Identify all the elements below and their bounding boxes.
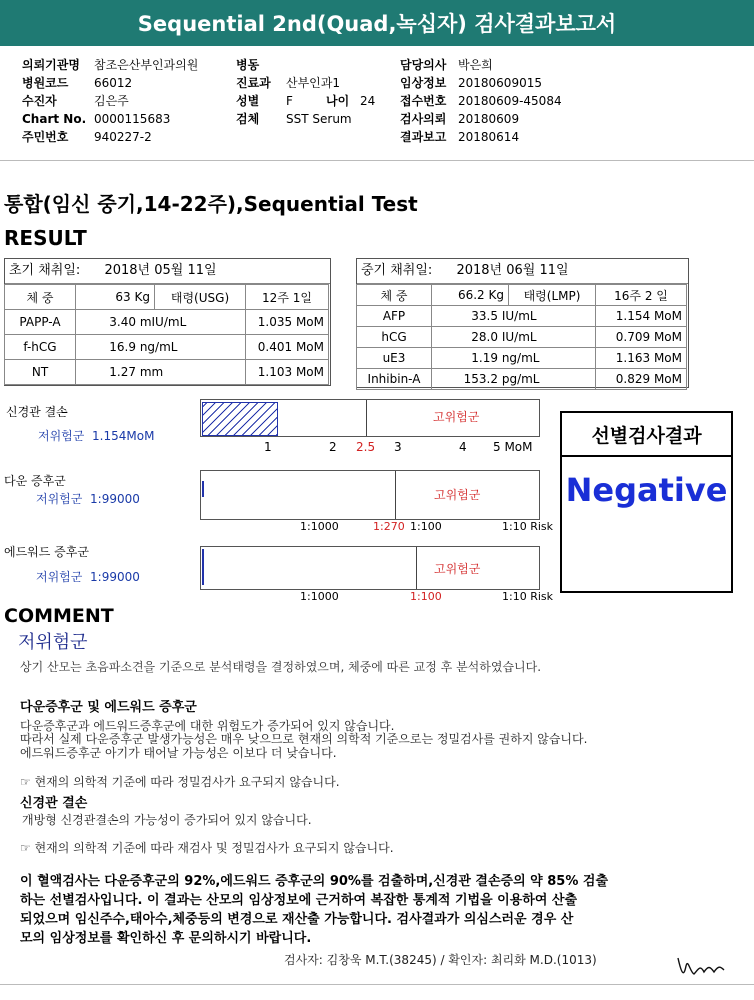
mid-table	[356, 284, 687, 390]
early-date: 2018년 05월 11일	[104, 263, 217, 278]
info-value: 20180614	[458, 130, 520, 144]
marker-mom: 1.103 MoM	[246, 360, 329, 385]
marker-name: f-hCG	[5, 335, 76, 360]
info-label: 접수번호	[400, 94, 447, 108]
comment-line: 상기 산모는 초음파소견을 기준으로 분석태령을 결정하였으며, 체중에 따른 교정 후 분석하였습니다.	[20, 660, 542, 674]
table-row	[357, 348, 687, 369]
info-value: 20180609-45084	[458, 94, 562, 108]
marker-value: 28.0	[471, 330, 498, 344]
comment-section-title: 신경관 결손	[20, 796, 88, 811]
down-tick: 1:1000	[300, 520, 339, 533]
info-label: 결과보고	[400, 130, 447, 144]
pointing-hand-icon: ☞	[20, 775, 31, 789]
table-row	[357, 306, 687, 327]
info-col-2	[236, 54, 406, 126]
table-row	[357, 327, 687, 348]
info-label: 검사의뢰	[400, 112, 447, 126]
edwards-title: 에드워드 증후군	[4, 545, 89, 559]
report-header	[0, 0, 754, 46]
down-title: 다운 증후군	[4, 474, 66, 488]
down-value-marker	[202, 481, 204, 497]
info-value: 940227-2	[94, 130, 152, 144]
down-risk-value: 1:99000	[90, 492, 140, 506]
marker-mom: 1.163 MoM	[596, 348, 687, 369]
edwards-tick-cutoff: 1:100	[410, 590, 442, 603]
screening-result-box	[560, 411, 733, 593]
info-label: 병원코드	[22, 76, 69, 90]
comment-disclaimer	[20, 872, 750, 948]
info-value: 20180609015	[458, 76, 542, 90]
table-row	[357, 369, 687, 390]
ntd-high-risk-label: 고위험군	[433, 410, 480, 424]
edwards-value-marker	[202, 549, 204, 585]
result-heading: RESULT	[4, 226, 87, 250]
weight-value: 66.2 Kg	[432, 285, 509, 306]
table-row	[5, 310, 329, 335]
down-risk	[36, 490, 140, 507]
mid-date: 2018년 06월 11일	[456, 263, 569, 278]
comment-note-text: 현재의 의학적 기준에 따라 재검사 및 정밀검사가 요구되지 않습니다.	[34, 841, 394, 855]
down-high-risk-label: 고위험군	[434, 488, 481, 502]
comment-risk: 저위험군	[18, 632, 88, 653]
edwards-risk-label: 저위험군	[36, 570, 83, 584]
marker-name: hCG	[357, 327, 432, 348]
weight-label: 체 중	[5, 285, 76, 310]
marker-name: PAPP-A	[5, 310, 76, 335]
mid-sample-box	[356, 258, 689, 388]
marker-unit: ng/mL	[501, 351, 540, 365]
disclaimer-line: 이 혈액검사는 다운증후군의 92%,에드워드 증후군의 90%를 검출하며,신경관 결손증의 약 85% 검출	[20, 874, 609, 889]
weight-label: 체 중	[357, 285, 432, 306]
ntd-title: 신경관 결손	[6, 405, 68, 419]
marker-mom: 0.829 MoM	[596, 369, 687, 390]
age-value: 24	[360, 94, 376, 108]
info-value: 0000115683	[94, 112, 171, 126]
ntd-risk-label: 저위험군	[38, 429, 85, 443]
marker-mom: 0.709 MoM	[596, 327, 687, 348]
ntd-bar	[200, 399, 540, 437]
marker-value: 1.27	[109, 365, 136, 379]
report-title: Sequential 2nd(Quad,녹십자) 검사결과보고서	[137, 12, 617, 36]
info-label: 성별	[236, 94, 260, 108]
info-value: 박은희	[458, 58, 493, 72]
ntd-risk-value: 1.154MoM	[92, 429, 155, 443]
comment-line: 따라서 실제 다운증후군 발생가능성은 매우 낮으므로 현재의 의학적 기준으로는 정밀검사를 권하지 않습니다.	[20, 732, 588, 746]
comment-line: 다운증후군과 에드워드증후군에 대한 위험도가 증가되어 있지 않습니다.	[20, 719, 395, 733]
down-cutoff-line	[395, 471, 396, 519]
info-value: 66012	[94, 76, 133, 90]
edwards-tick: 1:10 Risk	[502, 590, 553, 603]
early-table	[4, 284, 329, 385]
table-row	[5, 360, 329, 385]
table-row	[357, 285, 687, 306]
down-bar	[200, 470, 540, 520]
edwards-high-risk-label: 고위험군	[434, 562, 481, 576]
ntd-tick: 2	[329, 440, 337, 454]
marker-unit: IU/mL	[501, 309, 537, 323]
info-value: 20180609	[458, 112, 520, 126]
marker-mom: 1.035 MoM	[246, 310, 329, 335]
handwritten-signature	[676, 952, 728, 978]
weight-value: 63 Kg	[76, 285, 155, 310]
section-divider	[0, 160, 754, 161]
marker-unit: pg/mL	[501, 372, 540, 386]
disclaimer-line: 하는 선별검사입니다. 이 결과는 산모의 임상정보에 근거하여 복잡한 통계적 기법을 이용하여 산출	[20, 893, 578, 908]
screening-title: 선별검사결과	[562, 413, 731, 457]
down-tick: 1:100	[410, 520, 442, 533]
comment-note	[20, 773, 340, 790]
patient-info	[22, 54, 742, 150]
info-value: 김은주	[94, 94, 129, 108]
marker-value: 153.2	[463, 372, 498, 386]
marker-name: uE3	[357, 348, 432, 369]
info-label: 임상정보	[400, 76, 447, 90]
bottom-divider	[0, 984, 754, 985]
disclaimer-line: 모의 임상정보를 확인하신 후 문의하시기 바랍니다.	[20, 931, 312, 946]
pointing-hand-icon: ☞	[20, 841, 31, 855]
disclaimer-line: 되었으며 임신주수,태아수,체중등의 변경으로 재산출 가능합니다. 검사결과가 의심스러운 경우 산	[20, 912, 574, 927]
marker-unit: IU/mL	[501, 330, 537, 344]
info-value: SST Serum	[286, 112, 352, 126]
marker-value: 1.19	[471, 351, 498, 365]
marker-mom: 0.401 MoM	[246, 335, 329, 360]
marker-value: 16.9	[109, 340, 136, 354]
marker-unit: mm	[139, 365, 164, 379]
info-label: 의뢰기관명	[22, 58, 80, 72]
marker-name: AFP	[357, 306, 432, 327]
info-label: 담당의사	[400, 58, 447, 72]
info-value: 산부인과1	[286, 76, 341, 90]
ntd-risk	[38, 427, 154, 444]
info-value: 참조은산부인과의원	[94, 58, 199, 72]
down-tick-cutoff: 1:270	[373, 520, 405, 533]
marker-value: 3.40	[109, 315, 136, 329]
info-label: 주민번호	[22, 130, 69, 144]
edwards-risk	[36, 568, 140, 585]
edwards-bar	[200, 546, 540, 590]
info-label: Chart No.	[22, 112, 87, 126]
info-label: 진료과	[236, 76, 271, 90]
table-row	[5, 285, 329, 310]
comment-section-title: 다운증후군 및 에드워드 증후군	[20, 700, 197, 715]
ntd-tick: 1	[264, 440, 272, 454]
marker-unit: mIU/mL	[139, 315, 187, 329]
comment-heading: COMMENT	[4, 605, 114, 627]
ga-label: 태령(USG)	[155, 285, 246, 310]
comment-line: 에드워드증후군 아기가 태어날 가능성은 이보다 더 낮습니다.	[20, 746, 337, 760]
down-tick: 1:10 Risk	[502, 520, 553, 533]
marker-value: 33.5	[471, 309, 498, 323]
signature-line: 검사자: 김창욱 M.T.(38245) / 확인자: 최리화 M.D.(1013)	[284, 953, 597, 967]
marker-name: Inhibin-A	[357, 369, 432, 390]
ga-value: 12주 1일	[246, 285, 329, 310]
info-label: 수진자	[22, 94, 57, 108]
ntd-value-fill	[202, 402, 278, 436]
edwards-cutoff-line	[416, 547, 417, 589]
early-date-label: 초기 채취일:	[9, 263, 81, 278]
edwards-tick: 1:1000	[300, 590, 339, 603]
comment-note-text: 현재의 의학적 기준에 따라 정밀검사가 요구되지 않습니다.	[34, 775, 340, 789]
info-col-1	[22, 54, 262, 144]
comment-note	[20, 839, 394, 856]
mid-date-label: 중기 채취일:	[361, 263, 433, 278]
age-label: 나이	[326, 94, 350, 108]
info-label: 검체	[236, 112, 260, 126]
table-row	[5, 335, 329, 360]
ntd-tick: 4	[459, 440, 467, 454]
info-value: F	[286, 94, 293, 108]
ga-label: 태령(LMP)	[509, 285, 596, 306]
marker-mom: 1.154 MoM	[596, 306, 687, 327]
edwards-risk-value: 1:99000	[90, 570, 140, 584]
ntd-cutoff-line	[366, 400, 367, 436]
ga-value: 16주 2 일	[596, 285, 687, 306]
ntd-tick: 3	[394, 440, 402, 454]
comment-line: 개방형 신경관결손의 가능성이 증가되어 있지 않습니다.	[22, 813, 312, 827]
ntd-tick-cutoff: 2.5	[356, 440, 376, 454]
info-label: 병동	[236, 58, 260, 72]
marker-name: NT	[5, 360, 76, 385]
marker-unit: ng/mL	[139, 340, 178, 354]
ntd-tick: 5 MoM	[493, 440, 533, 454]
screening-result: Negative	[565, 471, 728, 509]
down-risk-label: 저위험군	[36, 492, 83, 506]
info-col-3	[400, 54, 730, 144]
test-title: 통합(임신 중기,14-22주),Sequential Test	[4, 192, 418, 216]
early-sample-box	[4, 258, 331, 386]
